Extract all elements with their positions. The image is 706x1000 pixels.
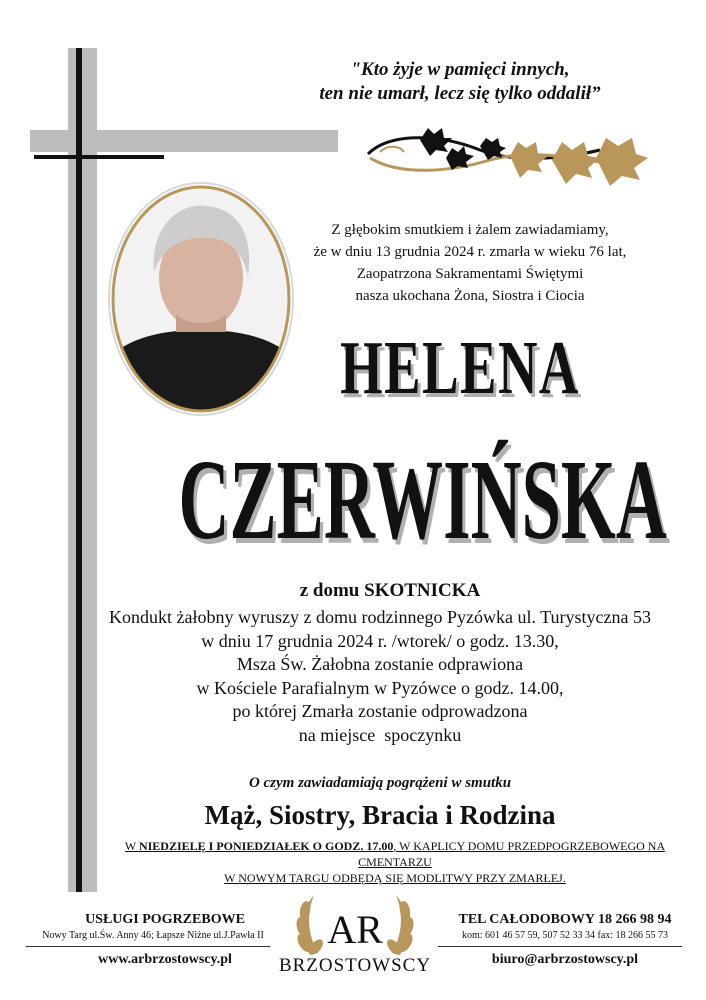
closing-line: O czym zawiadamiają pogrążeni w smutku: [248, 775, 512, 791]
deceased-first-name: HELENA: [340, 326, 580, 410]
intro-line-2: że w dniu 13 grudnia 2024 r. zmarła w wieku 76 lat,: [313, 244, 627, 260]
prayer-notice: [95, 838, 695, 886]
intro-line-1: Z głębokim smutkiem i żalem zawiadamiamy,: [331, 222, 609, 238]
funeral-line-5: po której Zmarła zostanie odprowadzona: [232, 701, 528, 721]
notice-bold: NIEDZIELĘ I PONIEDZIAŁEK O GODZ. 17.00: [138, 839, 394, 853]
memorial-quote: [260, 58, 660, 106]
leaf-ornament-icon: [360, 120, 650, 192]
funeral-details: [100, 606, 660, 747]
family-signature: Mąż, Siostry, Bracia i Rodzina: [204, 800, 556, 830]
cross-vertical-shadow: [68, 48, 97, 892]
footer-right-divider: [438, 946, 682, 947]
cross-vertical-line: [76, 48, 82, 892]
funeral-line-4: w Kościele Parafialnym w Pyzówce o godz. 14.00,: [196, 677, 564, 698]
quote-line-1: "Kto żyje w pamięci innych,: [350, 59, 570, 80]
maiden-name: z domu SKOTNICKA: [299, 580, 481, 601]
funeral-services-title: USŁUGI POGRZEBOWE: [85, 912, 245, 927]
funeral-line-2: w dniu 17 grudnia 2024 r. /wtorek/ o godz. 13.30,: [201, 630, 559, 651]
phone-title: TEL CAŁODOBOWY 18 266 98 94: [458, 912, 672, 927]
intro-line-4: nasza ukochana Żona, Siostra i Ciocia: [355, 288, 585, 304]
funeral-line-3: Msza Św. Żałobna zostanie odprawiona: [236, 654, 524, 674]
notice-line-2: W NOWYM TARGU ODBĘDĄ SIĘ MODLITWY PRZY ZMARŁEJ.: [224, 871, 566, 885]
deceased-last-name: CZERWIŃSKA: [178, 436, 667, 563]
portrait-photo: [106, 180, 296, 418]
announcement-intro: [290, 219, 650, 307]
website-link[interactable]: www.arbrzostowscy.pl: [98, 952, 232, 967]
cross-horizontal-line: [34, 155, 164, 159]
phone-numbers: kom: 601 46 57 59, 507 52 33 34 fax: 18 266 55 73: [461, 930, 669, 941]
intro-line-3: Zaopatrzona Sakramentami Świętymi: [356, 266, 584, 282]
email-link[interactable]: biuro@arbrzostowscy.pl: [491, 952, 639, 967]
notice-part-1: W: [124, 839, 139, 853]
logo-initials: AR: [327, 907, 383, 952]
quote-line-2: ten nie umarł, lecz się tylko oddalił”: [319, 83, 601, 104]
notice-part-2: , W KAPLICY DOMU PRZEDPOGRZEBOWEGO NA CMENTARZU: [358, 839, 666, 869]
footer-left-divider: [26, 946, 270, 947]
funeral-services-address: Nowy Targ ul.Św. Anny 46; Łapsze Niżne ul.J.Pawła II: [42, 930, 264, 941]
logo-name: BRZOSTOWSCY: [278, 955, 432, 976]
funeral-line-6: na miejsce spoczynku: [298, 724, 462, 745]
funeral-line-1: Kondukt żałobny wyruszy z domu rodzinnego Pyzówka ul. Turystyczna 53: [109, 607, 651, 627]
